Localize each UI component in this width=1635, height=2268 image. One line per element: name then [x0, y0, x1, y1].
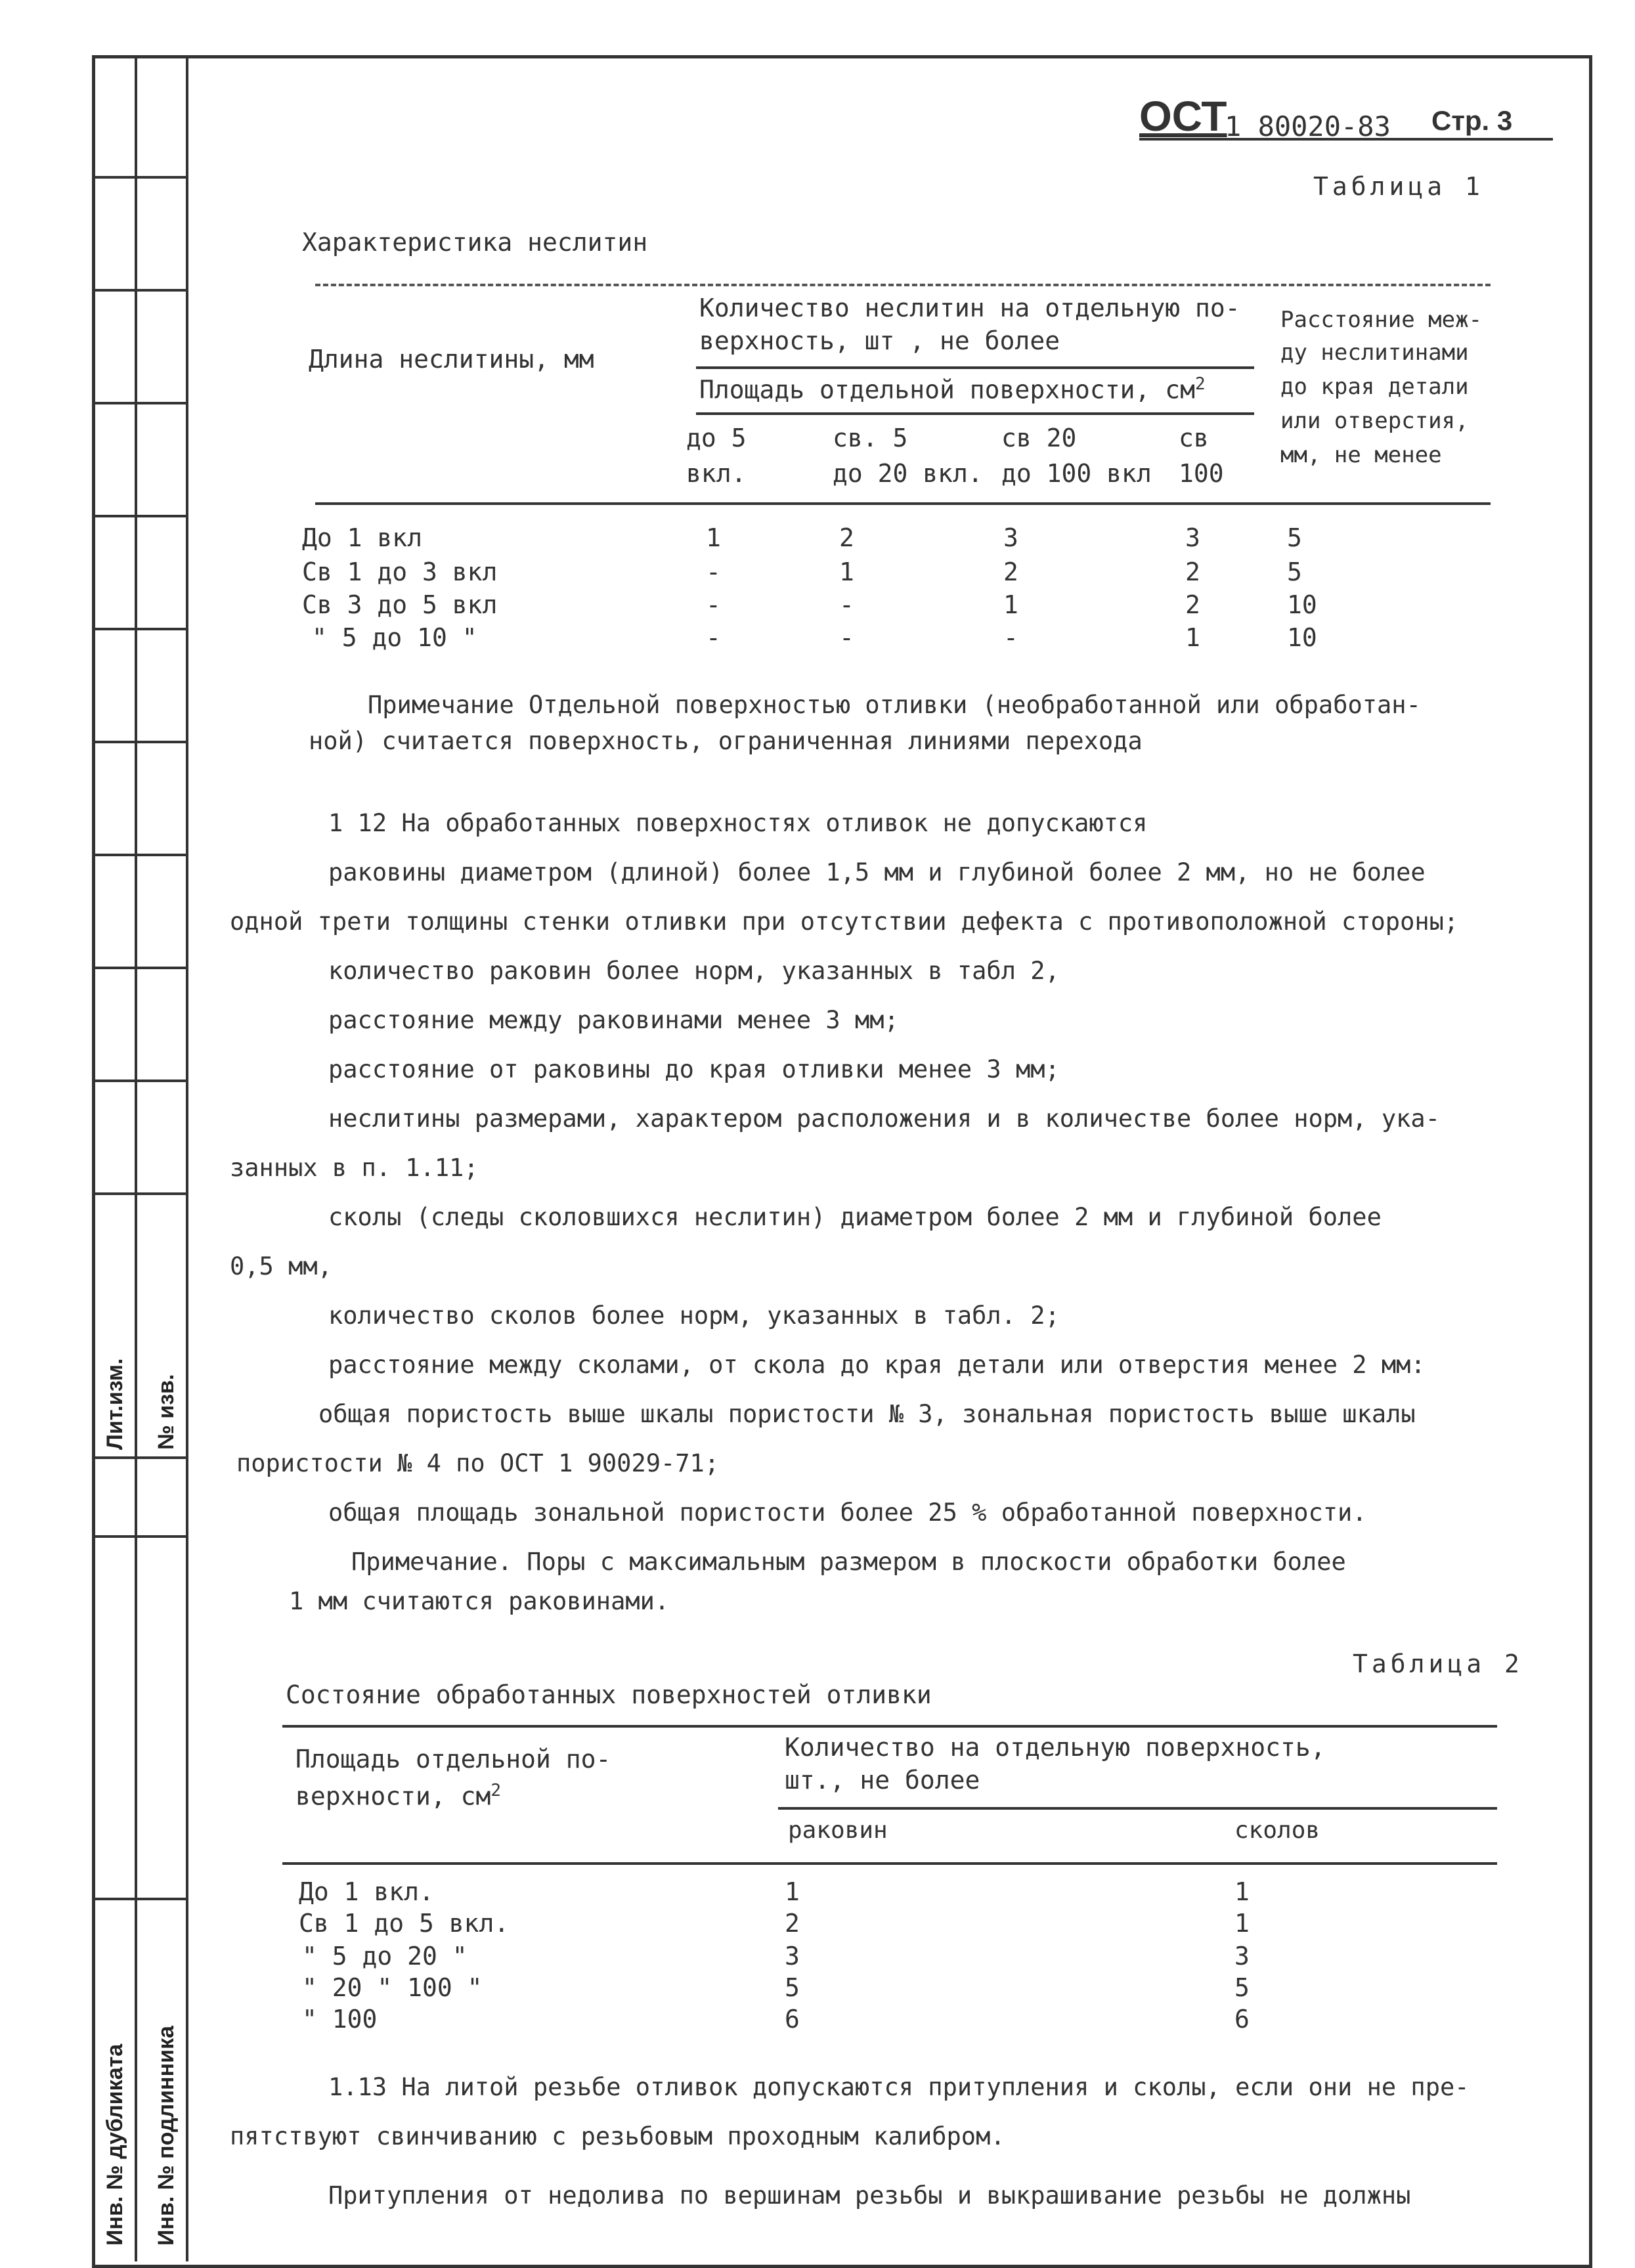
- para-line-12: расстояние между сколами, от скола до края детали или отверстия менее 2 мм:: [328, 1351, 1426, 1379]
- table2-title: Состояние обработанных поверхностей отливки: [286, 1680, 932, 1709]
- note-line-2: 1 мм считаются раковинами.: [289, 1587, 670, 1615]
- table1-row2-a: -: [706, 557, 721, 586]
- table1-row3-len: Св 3 до 5 вкл: [302, 590, 498, 619]
- table1-sub2-b: до 20 вкл.: [833, 459, 983, 488]
- note-line-1: Примечание. Поры с максимальным размером в плоскости обработки более: [351, 1548, 1346, 1576]
- table2-col-count-2: шт., не более: [785, 1766, 980, 1795]
- table1-header-bottom-rule: [315, 502, 1491, 505]
- strip-divider-6: [92, 741, 187, 743]
- para-line-7: неслитины размерами, характером расположения и в количестве более норм, ука-: [328, 1104, 1440, 1133]
- sidebar-lit-izm: Лит.изм.: [102, 1358, 127, 1450]
- strip-divider-2: [92, 289, 187, 292]
- table1-row2-d: 2: [1185, 557, 1200, 586]
- strip-divider-5: [92, 628, 187, 630]
- table1-sub4-b: 100: [1179, 459, 1224, 488]
- strip-divider-13: [92, 1898, 187, 1900]
- table1-row4-len: " 5 до 10 ": [312, 623, 477, 652]
- table2-sub-rakovin: раковин: [788, 1817, 888, 1844]
- table1-sub2-a: св. 5: [833, 424, 908, 452]
- table2-row1-rak: 1: [785, 1877, 800, 1906]
- table1-row1-b: 2: [839, 523, 854, 552]
- table1-sub3-a: св 20: [1001, 424, 1077, 452]
- table1-col-area-sup: 2: [1194, 374, 1206, 394]
- table2-header-bottom-rule: [282, 1862, 1497, 1865]
- para-line-5: расстояние между раковинами менее 3 мм;: [328, 1006, 899, 1034]
- para-1-13-line-1: 1.13 На литой резьбе отливок допускаются притупления и сколы, если они не пре-: [328, 2073, 1470, 2101]
- table1-sub3-b: до 100 вкл: [1001, 459, 1152, 488]
- strip-divider-3: [92, 402, 187, 404]
- table2-row4-area: " 20 " 100 ": [302, 1973, 483, 2002]
- table2-label: Таблица 2: [1353, 1649, 1523, 1678]
- para-line-15: общая площадь зональной пористости более 25 % обработанной поверхности.: [328, 1498, 1367, 1527]
- table1-row1-len: До 1 вкл: [302, 523, 423, 552]
- table1-row1-a: 1: [706, 523, 721, 552]
- table1-col-dist-3: до края детали: [1280, 374, 1469, 400]
- table1-col-count-1: Количество неслитин на отдельную по-: [699, 294, 1240, 322]
- para-line-2: раковины диаметром (длиной) более 1,5 мм и глубиной более 2 мм, но не более: [328, 858, 1426, 886]
- strip-divider-11: [92, 1456, 187, 1459]
- table2-row2-area: Св 1 до 5 вкл.: [299, 1909, 510, 1938]
- para-line-9: сколы (следы сколовшихся неслитин) диаметром более 2 мм и глубиной более: [328, 1203, 1382, 1231]
- table2-row4-skol: 5: [1234, 1973, 1250, 2002]
- table1-row4-dist: 10: [1287, 623, 1317, 652]
- table1-sub4-a: св: [1179, 424, 1209, 452]
- table1-note-1: Примечание Отдельной поверхностью отливки (необработанной или обработан-: [368, 691, 1421, 719]
- table1-note-2: ной) считается поверхность, ограниченная линиями перехода: [309, 727, 1143, 755]
- table1-sub1-b: вкл.: [686, 459, 747, 488]
- table1-col-dist-1: Расстояние меж-: [1280, 307, 1483, 333]
- strip-divider-9: [92, 1079, 187, 1082]
- table2-row2-skol: 1: [1234, 1909, 1250, 1938]
- table2-row5-skol: 6: [1234, 2005, 1250, 2034]
- table1-area-rule: [696, 412, 1254, 415]
- table1-sub1-a: до 5: [686, 424, 747, 452]
- para-line-14: пористости № 4 по ОСТ 1 90029-71;: [236, 1449, 720, 1477]
- table2-top-rule: [282, 1725, 1497, 1728]
- strip-divider-8: [92, 967, 187, 969]
- table1-row4-d: 1: [1185, 623, 1200, 652]
- table1-col-count-2: верхность, шт , не более: [699, 326, 1060, 355]
- sidebar-inv-podlinnika: Инв. № подлинника: [154, 2026, 179, 2246]
- para-line-13: общая пористость выше шкалы пористости № 3, зональная пористость выше шкалы: [318, 1400, 1416, 1428]
- table2-col-count-1: Количество на отдельную поверхность,: [785, 1733, 1326, 1762]
- table2-row5-area: " 100: [302, 2005, 378, 2034]
- table1-count-rule: [696, 366, 1254, 369]
- table2-col-area-1: Площадь отдельной по-: [295, 1745, 611, 1774]
- strip-divider-10: [92, 1192, 187, 1195]
- table2-row1-skol: 1: [1234, 1877, 1250, 1906]
- strip-divider-1: [92, 176, 187, 179]
- table1-row1-dist: 5: [1287, 523, 1302, 552]
- table1-title: Характеристика неслитин: [302, 228, 648, 257]
- para-line-3: одной трети толщины стенки отливки при отсутствии дефекта с противоположной стороны;: [230, 907, 1459, 936]
- table1-row4-a: -: [706, 623, 721, 652]
- doc-number: 1 80020-83: [1225, 110, 1391, 142]
- table2-row2-rak: 2: [785, 1909, 800, 1938]
- table1-col-area-text: Площадь отдельной поверхности, см: [699, 375, 1195, 404]
- para-line-11: количество сколов более норм, указанных в табл. 2;: [328, 1301, 1060, 1330]
- header-rule: [1139, 138, 1553, 141]
- table1-row2-b: 1: [839, 557, 854, 586]
- table2-col-area-2: [295, 1782, 501, 1809]
- strip-line-2: [186, 55, 188, 2261]
- table1-col-area: [699, 376, 1206, 403]
- para-line-6: расстояние от раковины до края отливки менее 3 мм;: [328, 1055, 1060, 1083]
- table2-count-rule: [778, 1807, 1497, 1810]
- table1-row1-d: 3: [1185, 523, 1200, 552]
- table2-row4-rak: 5: [785, 1973, 800, 2002]
- table2-col-area-text: верхности, см: [295, 1781, 491, 1811]
- para-1-13-line-2: пятствуют свинчиванию с резьбовым проходным калибром.: [230, 2122, 1005, 2150]
- table1-col-dist-4: или отверстия,: [1280, 408, 1469, 434]
- table1-row2-dist: 5: [1287, 557, 1302, 586]
- table1-row3-d: 2: [1185, 590, 1200, 619]
- strip-divider-4: [92, 515, 187, 517]
- para-line-4: количество раковин более норм, указанных в табл 2,: [328, 957, 1060, 985]
- table2-row3-skol: 3: [1234, 1942, 1250, 1971]
- table2-sub-skolov: сколов: [1234, 1817, 1320, 1844]
- table2-row3-area: " 5 до 20 ": [302, 1942, 468, 1971]
- para-1-12: 1 12 На обработанных поверхностях отливок не допускаются: [328, 809, 1148, 837]
- table1-row2-len: Св 1 до 3 вкл: [302, 557, 498, 586]
- strip-divider-7: [92, 854, 187, 856]
- table1-row3-b: -: [839, 590, 854, 619]
- strip-divider-12: [92, 1535, 187, 1538]
- page-number: Стр. 3: [1431, 105, 1513, 136]
- table1-col-dist-5: мм, не менее: [1280, 442, 1442, 468]
- table1-top-rule: [315, 284, 1491, 286]
- table2-row3-rak: 3: [785, 1942, 800, 1971]
- table1-row2-c: 2: [1003, 557, 1018, 586]
- doc-code: ОСТ: [1139, 93, 1227, 140]
- table1-row1-c: 3: [1003, 523, 1018, 552]
- table1-row3-a: -: [706, 590, 721, 619]
- para-1-13-line-3: Притупления от недолива по вершинам резьбы и выкрашивание резьбы не должны: [328, 2181, 1411, 2210]
- para-line-8: занных в п. 1.11;: [230, 1154, 479, 1182]
- table2-col-area-sup: 2: [490, 1781, 502, 1800]
- table1-col-length: Длина неслитины, мм: [309, 345, 594, 374]
- table1-row3-dist: 10: [1287, 590, 1317, 619]
- para-line-10: 0,5 мм,: [230, 1252, 332, 1280]
- table1-col-dist-2: ду неслитинами: [1280, 339, 1469, 366]
- table1-row4-c: -: [1003, 623, 1018, 652]
- table1-row4-b: -: [839, 623, 854, 652]
- table1-row3-c: 1: [1003, 590, 1018, 619]
- table1-label: Таблица 1: [1313, 172, 1484, 201]
- sidebar-no-izv: № изв.: [154, 1374, 179, 1450]
- strip-line-1: [135, 55, 137, 2261]
- sidebar-inv-dublikata: Инв. № дубликата: [102, 2043, 127, 2246]
- table2-row5-rak: 6: [785, 2005, 800, 2034]
- table2-row1-area: До 1 вкл.: [299, 1877, 434, 1906]
